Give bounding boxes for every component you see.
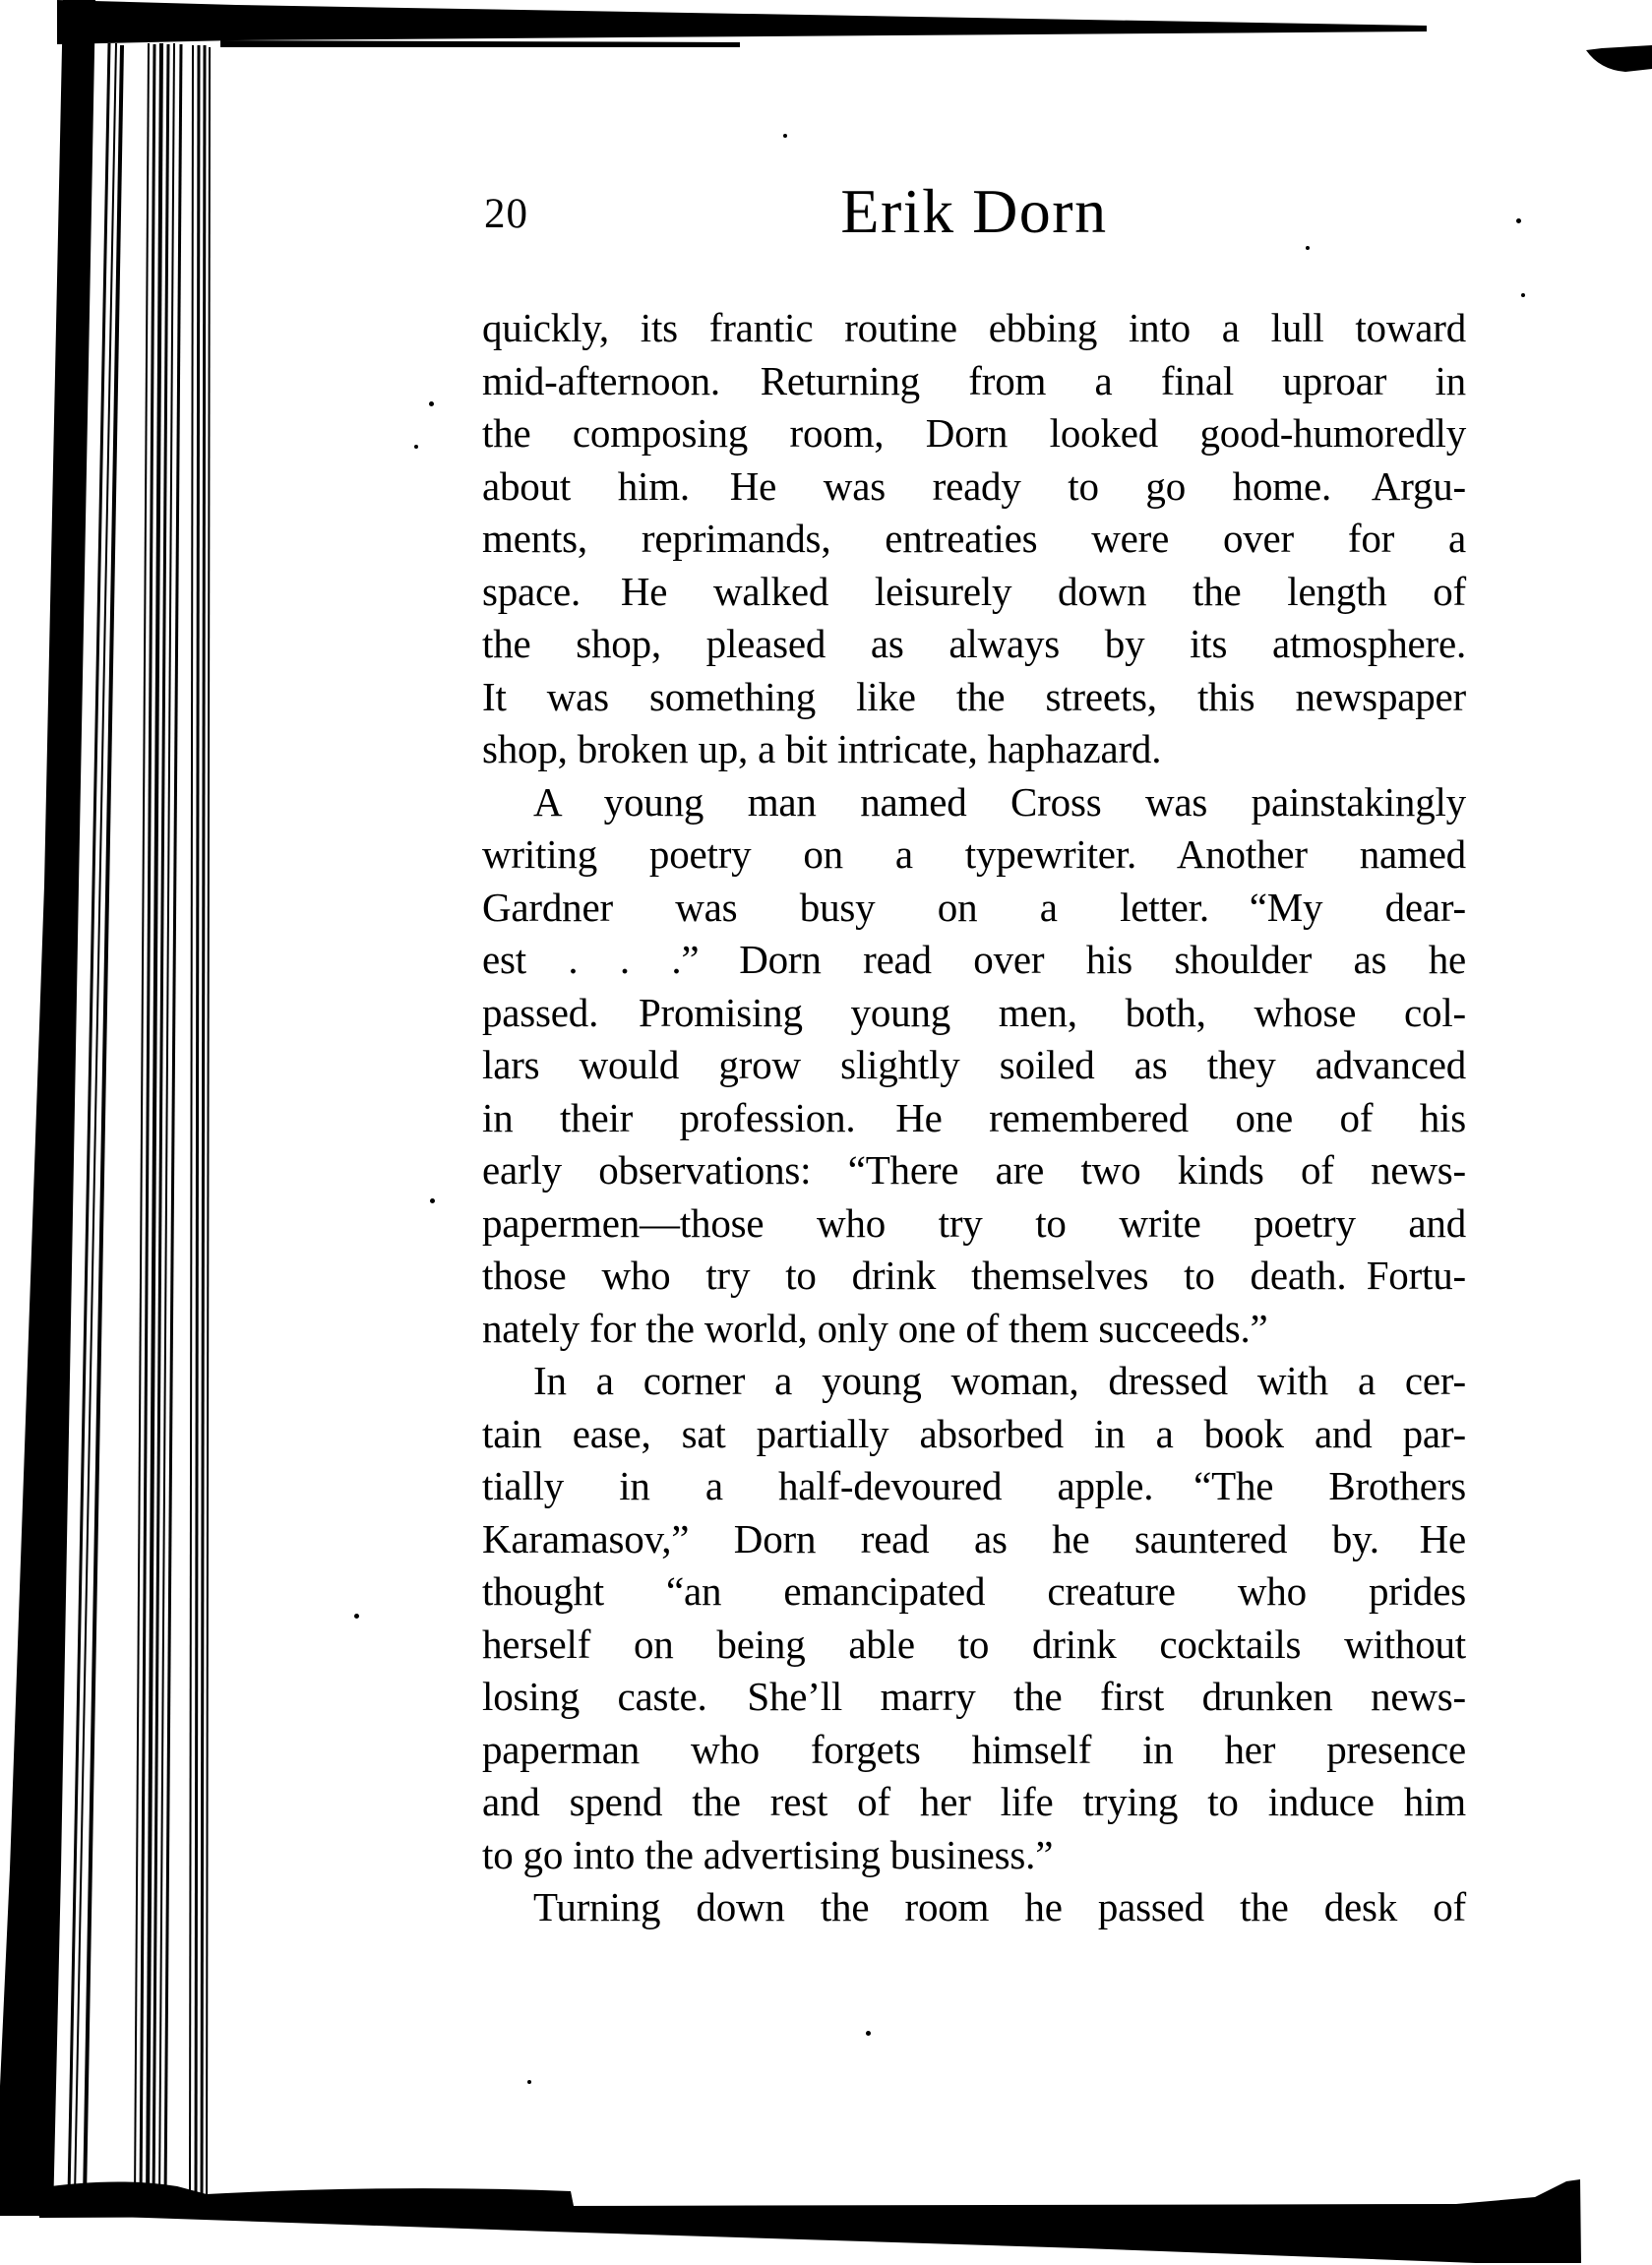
text-line: the composing room, Dorn looked good-humoredly [482, 410, 1466, 456]
stacked-page-edges [69, 43, 210, 2206]
running-header-title: Erik Dorn [840, 176, 1108, 246]
text-line: Karamasov,” Dorn read as he sauntered by. He [482, 1515, 1466, 1561]
ink-speck [1521, 293, 1525, 297]
page-edge-line [141, 44, 154, 2204]
text-line: nately for the world, only one of them succeeds.” [482, 1305, 1268, 1351]
text-line: thought “an emancipated creature who prides [482, 1568, 1466, 1614]
page-edge-line [159, 43, 174, 2204]
text-line: papermen—those who try to write poetry and [482, 1199, 1466, 1246]
page-edge-line [69, 43, 109, 2196]
text-line: in their profession. He remembered one of his [482, 1094, 1466, 1140]
text-line: about him. He was ready to go home. Argu- [482, 462, 1466, 509]
page-edge-line [75, 43, 116, 2196]
text-line: paperman who forgets himself in her presence [482, 1726, 1466, 1772]
text-line: It was something like the streets, this newspaper [482, 673, 1466, 719]
text-line: est . . .” Dorn read over his shoulder as he [482, 937, 1466, 982]
page-number: 20 [484, 191, 528, 237]
text-line: In a corner a young woman, dressed with a cer- [533, 1358, 1466, 1403]
text-line: losing caste. She’ll marry the first drunken news- [482, 1674, 1466, 1719]
text-line: tially in a half-devoured apple. “The Brothers [482, 1463, 1466, 1508]
text-line: to go into the advertising business.” [482, 1831, 1054, 1877]
text-line: herself on being able to drink cocktails without [482, 1621, 1466, 1667]
ink-speck [429, 401, 434, 406]
text-line: early observations: “There are two kinds of news- [482, 1147, 1466, 1193]
text-line: those who try to drink themselves to death. Fortu- [482, 1253, 1466, 1298]
ink-speck [430, 1198, 435, 1203]
text-line: Gardner was busy on a letter. “My dear- [482, 884, 1466, 930]
text-line: space. He walked leisurely down the length of [482, 568, 1466, 614]
text-line: Turning down the room he passed the desk of [533, 1884, 1466, 1929]
page-edge-line [165, 44, 181, 2202]
text-line: quickly, its frantic routine ebbing into a lull toward [482, 305, 1466, 350]
text-line: A young man named Cross was painstakingly [533, 778, 1466, 825]
text-line: ments, reprimands, entreaties were over for a [482, 516, 1466, 561]
page-edge-line [202, 45, 205, 2200]
text-line: passed. Promising young men, both, whose col- [482, 989, 1466, 1035]
page-edge-line [196, 45, 199, 2198]
text-line: the shop, pleased as always by its atmosphere. [482, 621, 1466, 666]
page-edge-line [207, 47, 210, 2194]
page-edge-line [148, 43, 161, 2206]
page-body [482, 302, 1466, 1934]
scan-corner-mark-top-right [1586, 45, 1652, 72]
page-content [482, 0, 1466, 2265]
text-line: and spend the rest of her life trying to induce him [482, 1779, 1466, 1824]
page-edge-line [153, 44, 168, 2206]
ink-speck [354, 1614, 359, 1619]
page-edge-line [135, 43, 149, 2202]
text-line: shop, broken up, a bit intricate, haphazard. [482, 726, 1162, 771]
text-line: lars would grow slightly soiled as they advanced [482, 1042, 1466, 1087]
text-line: writing poetry on a typewriter. Another named [482, 831, 1466, 877]
page-edge-line [85, 45, 122, 2200]
book-spine [0, 0, 95, 2216]
text-line: tain ease, sat partially absorbed in a book and par- [482, 1410, 1466, 1456]
ink-speck [414, 445, 418, 449]
page-edge-line [190, 45, 193, 2194]
ink-speck [1516, 218, 1521, 223]
text-line: mid-afternoon. Returning from a final uproar in [482, 357, 1466, 403]
